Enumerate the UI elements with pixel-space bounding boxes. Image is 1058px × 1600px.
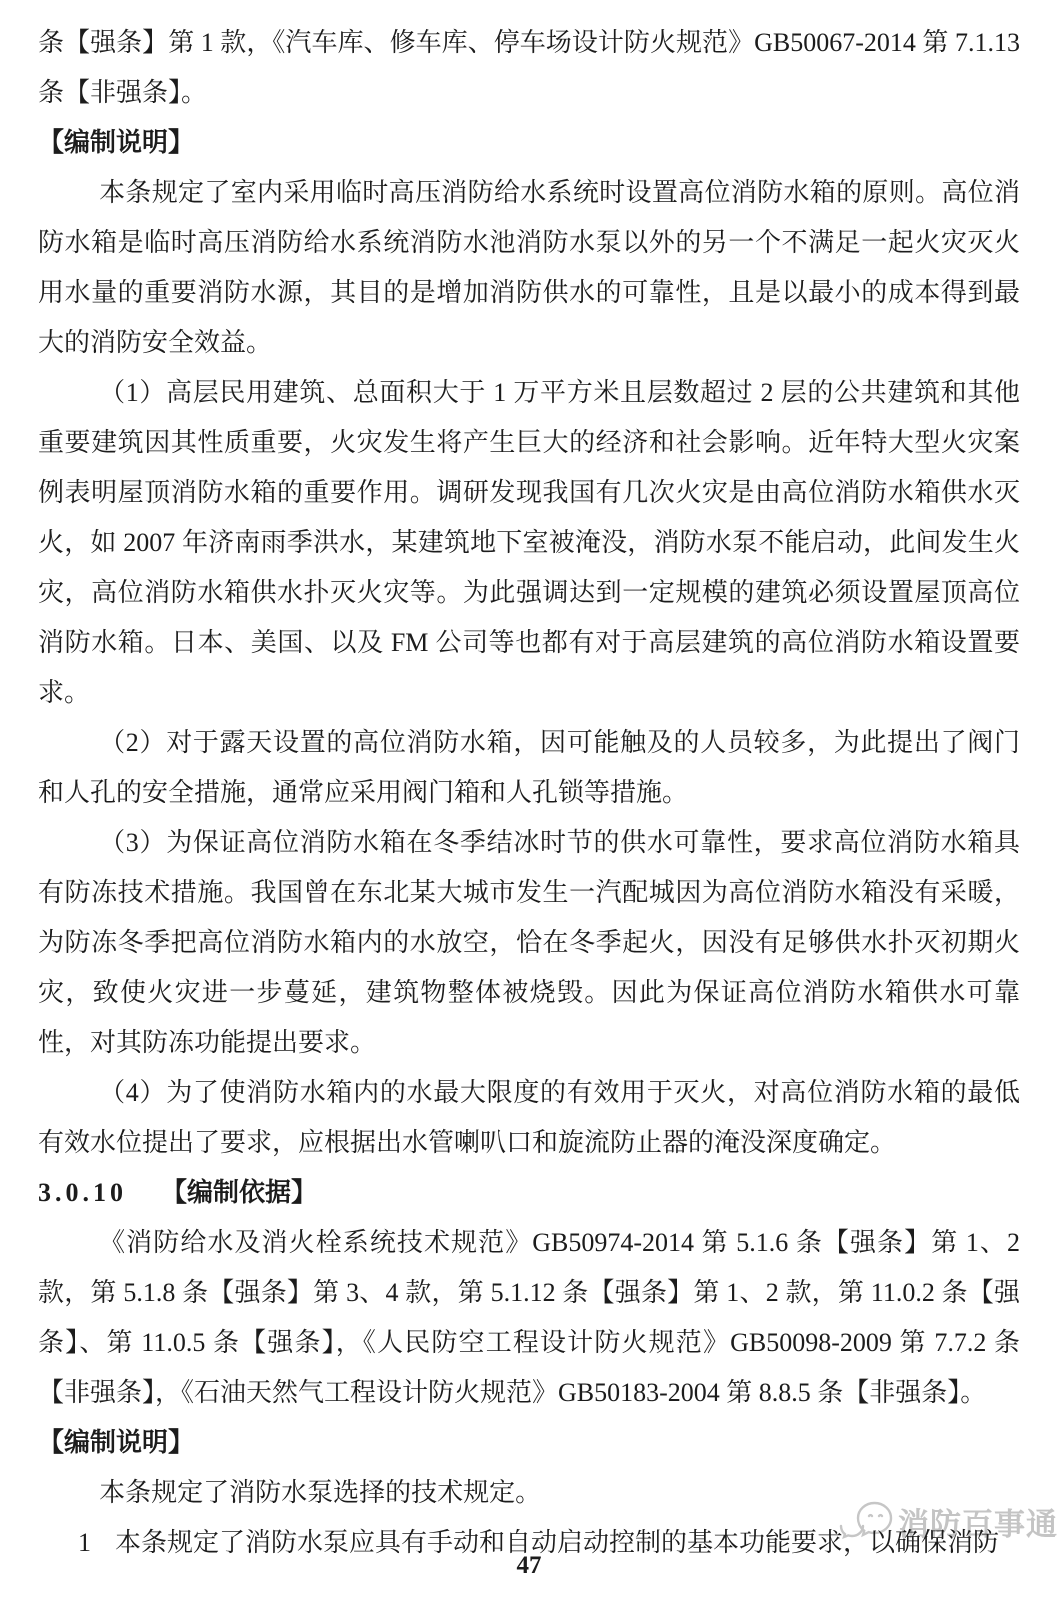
paragraph: 本条规定了消防水泵选择的技术规定。 [99, 1478, 542, 1507]
paragraph: 本条规定了室内采用临时高压消防给水系统时设置高位消防水箱的原则。高位消防水箱是临时高压消防给水系统消防水池消防水泵以外的另一个不满足一起火灾灭火用水量的重要消防水源，其目的是增加消防供水的可靠性，且是以最小的成本得到最大的消防安全效益。 [38, 178, 1020, 357]
clause-heading [38, 1168, 1020, 1218]
item-number: 1 [78, 1528, 91, 1557]
section-heading-explanation: 【编制说明】 [38, 128, 195, 157]
item-text: 本条规定了消防水泵应具有手动和自动启动控制的基本功能要求，以确保消防 [115, 1528, 1000, 1557]
watermark-text: 消防百事通 [898, 1506, 1058, 1542]
paragraph-item-3: （3）为保证高位消防水箱在冬季结冰时节的供水可靠性，要求高位消防水箱具有防冻技术措施。我国曾在东北某大城市发生一汽配城因为高位消防水箱没有采暖，为防冻冬季把高位消防水箱内的水放空，恰在冬季起火，因没有足够供水扑灭初期火灾，致使火灾进一步蔓延，建筑物整体被烧毁。因此为保证高位消防水箱供水可靠性，对其防冻功能提出要求。 [38, 828, 1020, 1057]
continuation-paragraph: 条【强条】第 1 款，《汽车库、修车库、停车场设计防火规范》GB50067-2014 第 7.1.13 条【非强条】。 [38, 28, 1020, 107]
clause-number: 3.0.10 [38, 1178, 127, 1207]
paragraph-basis: 《消防给水及消火栓系统技术规范》GB50974-2014 第 5.1.6 条【强条】第 1、2 款，第 5.1.8 条【强条】第 3、4 款，第 5.1.12 条【强条】第 1、2 款，第 11.0.2 条【强条】、第 11.0.5 条【强条】，《人民防空工程设计防火规范》GB50098-2009 第 7.7.2 条【非强条】，《石油天然气工程设计防火规范》GB50183-2004 第 8.8.5 条【非强条】。 [38, 1228, 1020, 1407]
clause-title: 【编制依据】 [161, 1178, 318, 1207]
page-number: 47 [516, 1552, 542, 1579]
section-heading-explanation-2: 【编制说明】 [38, 1428, 195, 1457]
paragraph-item-1: （1）高层民用建筑、总面积大于 1 万平方米且层数超过 2 层的公共建筑和其他重要建筑因其性质重要，火灾发生将产生巨大的经济和社会影响。近年特大型火灾案例表明屋顶消防水箱的重要作用。调研发现我国有几次火灾是由高位消防水箱供水灭火，如 2007 年济南雨季洪水，某建筑地下室被淹没，消防水泵不能启动，此间发生火灾，高位消防水箱供水扑灭火灾等。为此强调达到一定规模的建筑必须设置屋顶高位消防水箱。日本、美国、以及 FM 公司等也都有对于高层建筑的高位消防水箱设置要求。 [38, 378, 1020, 707]
paragraph-item-2: （2）对于露天设置的高位消防水箱，因可能触及的人员较多，为此提出了阀门和人孔的安全措施，通常应采用阀门箱和人孔锁等措施。 [38, 728, 1020, 807]
paragraph-item-4: （4）为了使消防水箱内的水最大限度的有效用于灭火，对高位消防水箱的最低有效水位提出了要求，应根据出水管喇叭口和旋流防止器的淹没深度确定。 [38, 1078, 1020, 1157]
